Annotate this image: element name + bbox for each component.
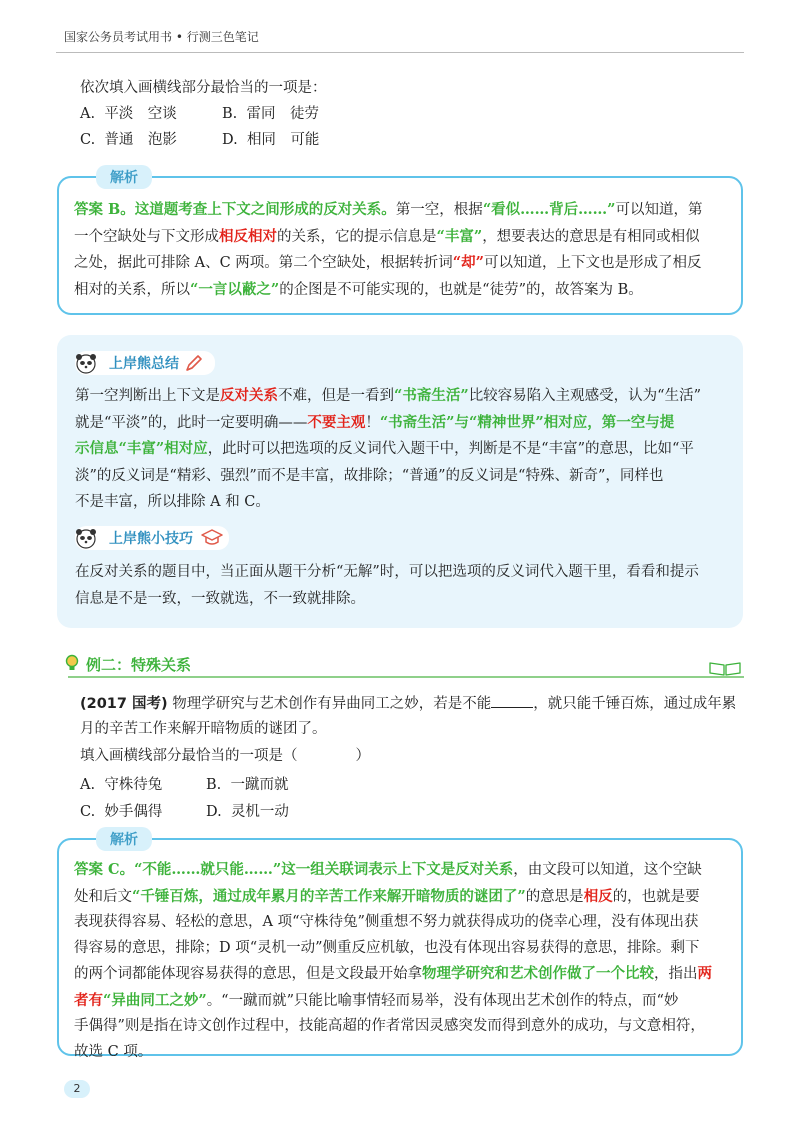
tip-title: 上岸熊小技巧 <box>75 526 229 550</box>
q1-option-b: B. 雷同 徒劳 <box>222 106 319 122</box>
summary-text: 第一空判断出上下文是反对关系不难，但是一看到“书斋生活”比较容易陷入主观感受，认为“生活” 就是“平淡”的，此时一定要明确——不要主观！“书斋生活”与“精神世界”相对应，第一空与提 示信息“丰富”相对应，此时可以把选项的反义词代入题干中，判断是不是“丰富”的意思，比如“平 淡”的反义词是“精彩、强烈”而不是丰富，故排除；“普通”的反义词是“特殊、新奇”，同样也 不是丰富，所以排除 A 和 C。 <box>75 387 702 510</box>
lightbulb-icon <box>64 654 80 672</box>
q2-option-d: D. 灵机一动 <box>206 804 289 820</box>
analysis-1-text: 答案 B。这道题考查上下文之间形成的反对关系。第一空，根据“看似……背后……”可以知道，第 一个空缺处与下文形成相反相对的关系，它的提示信息是“丰富”，想要表达的意思是有相同或相似 之处，据此可排除 A、C 两项。第二个空缺处，根据转折词“却”可以知道，上下文也是形成了相反 相对的关系，所以“一言以蔽之”的企图是不可能实现的，也就是“徒劳”的，故答案为 B。 <box>74 201 703 298</box>
open-book-icon <box>708 661 742 677</box>
summary-title: 上岸熊总结 <box>75 351 215 375</box>
q2-option-b: B. 一蹴而就 <box>206 777 289 793</box>
q1-option-d: D. 相同 可能 <box>222 132 320 148</box>
answer-blank <box>491 694 533 708</box>
q1-option-c: C. 普通 泡影 <box>80 132 177 148</box>
header-divider <box>56 52 744 53</box>
example-2-title: 例二：特殊关系 <box>86 656 192 674</box>
bear-icon <box>75 527 97 549</box>
running-header: 国家公务员考试用书 • 行测三色笔记 <box>64 30 259 44</box>
page-number: 2 <box>64 1080 90 1098</box>
analysis-tab-1: 解析 <box>96 165 152 189</box>
q2-prompt: 填入画横线部分最恰当的一项是（ ） <box>80 748 370 764</box>
graduation-cap-icon <box>200 528 224 548</box>
q2-stem-line-2: 月的辛苦工作来解开暗物质的谜团了。 <box>80 721 327 737</box>
summary-box <box>57 335 743 628</box>
pencil-icon <box>183 352 205 374</box>
example-2-divider <box>68 676 744 678</box>
bear-icon <box>75 352 97 374</box>
analysis-tab-2: 解析 <box>96 827 152 851</box>
q2-option-a: A. 守株待兔 <box>80 777 163 793</box>
analysis-2-text: 答案 C。“不能……就只能……”这一组关联词表示上下文是反对关系，由文段可以知道，这个空缺 处和后文“千锤百炼，通过成年累月的辛苦工作来解开暗物质的谜团了”的意思是相反的，也就是要 表现获得容易、轻松的意思，A 项“守株待兔”侧重想不努力就获得成功的侥幸心理，没有体现出获 得容易的意思，排除；D 项“灵机一动”侧重反应机敏，也没有体现出容易获得的意思，排除。剩下 的两个词都能体现容易获得的意思，但是文段最开始拿物理学研究和艺术创作做了一个比较，指出两 者有“异曲同工之妙”。“一蹴而就”只能比喻事情轻而易举，没有体现出艺术创作的特点，而“妙 手偶得”则是指在诗文创作过程中，技能高超的作者常因灵感突发而得到意外的成功，与文意相符， 故选 C 项。 <box>74 861 712 1060</box>
tip-text: 在反对关系的题目中，当正面从题干分析“无解”时，可以把选项的反义词代入题干里，看看和提示 信息是不是一致，一致就选，不一致就排除。 <box>75 564 699 607</box>
q2-stem-line-1: (2017 国考) 物理学研究与艺术创作有异曲同工之妙，若是不能 ，就只能千锤百炼，通过成年累 <box>80 696 737 712</box>
q1-option-a: A. 平淡 空谈 <box>80 106 177 122</box>
q2-option-c: C. 妙手偶得 <box>80 804 163 820</box>
q1-prompt: 依次填入画横线部分最恰当的一项是： <box>80 80 327 96</box>
